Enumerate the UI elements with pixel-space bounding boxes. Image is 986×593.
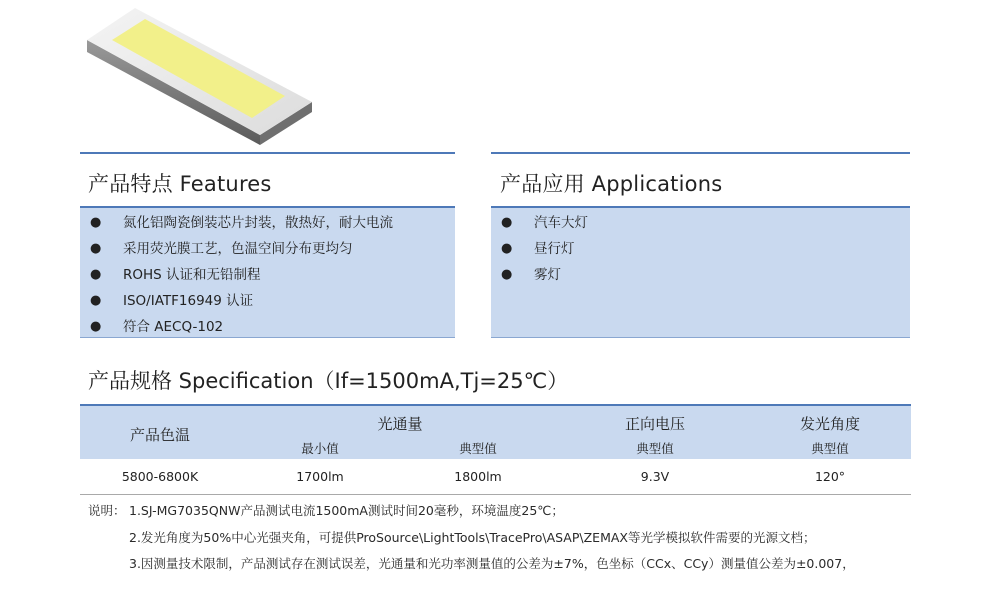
header-flux-min: 最小值 bbox=[301, 441, 339, 456]
application-item: ● 昼行灯 bbox=[501, 241, 575, 257]
applications-panel bbox=[491, 206, 910, 338]
note-line: 3.因测量技术限制，产品测试存在测试误差，光通量和光功率测量值的公差为±7%，色坐标（CCx、CCy）测量值公差为±0.007， bbox=[129, 556, 855, 571]
feature-item: ● 氮化铝陶瓷倒装芯片封装，散热好，耐大电流 bbox=[90, 215, 393, 231]
header-flux-typ: 典型值 bbox=[459, 441, 497, 456]
header-angle-typ: 典型值 bbox=[811, 441, 849, 456]
application-item: ● 汽车大灯 bbox=[501, 215, 588, 231]
application-item: ● 雾灯 bbox=[501, 267, 561, 283]
header-vf: 正向电压 bbox=[624, 415, 685, 433]
feature-item: ● ISO/IATF16949 认证 bbox=[90, 293, 254, 309]
feature-item: ● 符合 AECQ-102 bbox=[90, 319, 224, 335]
notes-label: 说明： bbox=[88, 503, 126, 518]
cell-vf: 9.3V bbox=[640, 469, 670, 484]
header-vf-typ: 典型值 bbox=[636, 441, 674, 456]
note-line: 1.SJ-MG7035QNW产品测试电流1500mA测试时间20毫秒，环境温度25℃； bbox=[129, 503, 564, 518]
spec-table-header bbox=[80, 404, 911, 459]
features-panel bbox=[80, 206, 455, 338]
cell-flux-min: 1700lm bbox=[296, 469, 344, 484]
cell-cct: 5800-6800K bbox=[121, 469, 199, 484]
note-line: 2.发光角度为50%中心光强夹角，可提供ProSource\LightTools\TracePro\ASAP\ZEMAX等光学模拟软件需要的光源文档； bbox=[129, 530, 816, 545]
led-product-image bbox=[60, 0, 320, 150]
applications-top-rule bbox=[491, 152, 910, 154]
features-top-rule bbox=[80, 152, 455, 154]
feature-item: ● ROHS 认证和无铅制程 bbox=[90, 267, 261, 283]
spec-table-row bbox=[80, 459, 911, 495]
header-flux: 光通量 bbox=[377, 415, 423, 433]
feature-item: ● 采用荧光膜工艺，色温空间分布更均匀 bbox=[90, 241, 353, 257]
header-cct: 产品色温 bbox=[129, 426, 190, 444]
applications-title: 产品应用 Applications bbox=[500, 172, 723, 196]
cell-angle: 120° bbox=[814, 469, 846, 484]
spec-title: 产品规格 Specification（If=1500mA,Tj=25℃） bbox=[88, 369, 569, 393]
features-title: 产品特点 Features bbox=[88, 172, 272, 196]
cell-flux-typ: 1800lm bbox=[454, 469, 502, 484]
header-angle: 发光角度 bbox=[799, 415, 860, 433]
